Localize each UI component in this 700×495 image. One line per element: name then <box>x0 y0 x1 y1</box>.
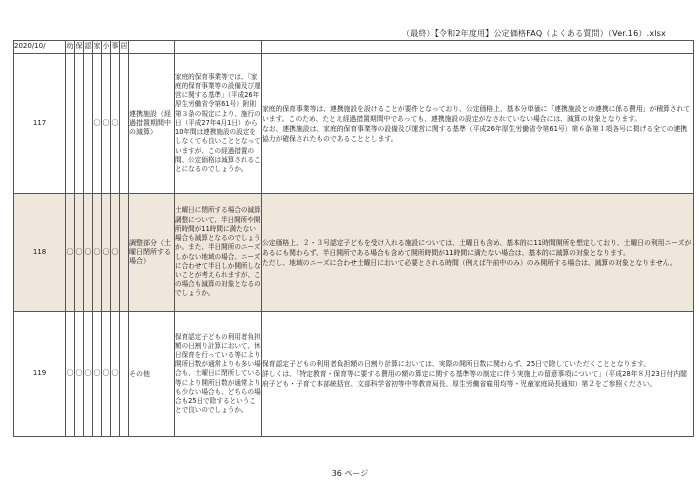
header-col: 居 <box>120 41 129 54</box>
mark-cell: 〇 <box>84 194 93 312</box>
answer-cell <box>262 312 694 437</box>
question-cell: 保育認定子どもの利用者負担額の日割り計算において、休日保育を行っている等により開所日数が通常よりも多い場合も、土曜日に閉所している等により開所日数が通常よりも少ない場合も、どちらの場合も25日で除するということで良いのでしょうか。 <box>175 312 262 437</box>
answer-cell <box>262 54 694 194</box>
header-col: 認 <box>84 41 93 54</box>
header-col: 事 <box>111 41 120 54</box>
answer-paragraph: 詳しくは、「特定教育・保育等に要する費用の額の算定に関する基準等の制定に伴う実施上の留意事項について」（平成28年８月23日付内閣府子ども・子育て本部統括官、文部科学省初等中等教育局長、厚生労働省雇用均等・児童家庭局長通知）第２をご参照ください。 <box>262 370 687 388</box>
mark-cell <box>120 312 129 437</box>
answer-paragraph: 家庭的保育事業等は、連携施設を設けることが要件となっており、公定価格上、基本分単価に「連携施設との連携に係る費用」が積算されています。このため、たとえ経過措置期間中であっても、連携施設の設定がなされていない場合には、減算の対象となります。 <box>262 104 691 123</box>
answer-paragraph: 公定価格上、２・３号認定子どもを受け入れる施設については、土曜日も含め、基本的に11時間開所を想定しており、土曜日の利用ニーズがあるにも関わらず、半日開所である場合も含めて開所時間が11時間に満たない場合は、基本的に減算の対象となります。 <box>262 238 692 257</box>
answer-paragraph: なお、連携施設は、家庭的保育事業等の設備及び運営に関する基準（平成26年厚生労働省令第61号）第６条第１項各号に掲げる全ての連携協力が確保されたものであることとします。 <box>262 124 688 143</box>
mark-cell: 〇 <box>111 54 120 194</box>
mark-cell: 〇 <box>93 312 102 437</box>
mark-cell <box>66 54 75 194</box>
mark-cell: 〇 <box>102 54 111 194</box>
question-cell: 土曜日に閉所する場合の減算調整について、半日開所や開所時間が11時間に満たない場合も減算となるのでしょうか。また、半日開所のニーズしかない地域の場合、ニーズに合わせて半日しか開所しないことが考えられますが、この場合も減算の対象となるのでしょうか。 <box>175 194 262 312</box>
row-number: 118 <box>14 194 66 312</box>
row-number: 117 <box>14 54 66 194</box>
header-col: 小 <box>102 41 111 54</box>
row-number: 119 <box>14 312 66 437</box>
mark-cell: 〇 <box>111 194 120 312</box>
header-answer <box>262 41 694 54</box>
mark-cell <box>84 54 93 194</box>
mark-cell <box>120 194 129 312</box>
mark-cell: 〇 <box>75 194 84 312</box>
question-cell: 家庭的保育事業等では、「家庭的保育事業等の設備及び運営に関する基準」（平成26年厚生労働省令第61号）附則第３条の規定により、施行の日（平成27年4月1日）から10年間は連携施設の設定をしなくても良いこととなっていますが、この経過措置の間、公定価格は減算されることになるのでしょうか。 <box>175 54 262 194</box>
mark-cell: 〇 <box>75 312 84 437</box>
category-cell: その他 <box>129 312 175 437</box>
answer-paragraph: ただし、地域のニーズに合わせ土曜日において必要とされる時間（例えば午前中のみ）のみ開所する場合は、減算の対象となりません。 <box>262 258 677 267</box>
mark-cell: 〇 <box>66 194 75 312</box>
table-row <box>14 194 694 312</box>
mark-cell: 〇 <box>84 312 93 437</box>
header-date: 2020/10/ <box>14 41 66 54</box>
mark-cell: 〇 <box>102 312 111 437</box>
header-category <box>129 41 175 54</box>
table-row <box>14 312 694 437</box>
mark-cell: 〇 <box>66 312 75 437</box>
header-col: 家 <box>93 41 102 54</box>
faq-table <box>13 40 694 437</box>
mark-cell: 〇 <box>111 312 120 437</box>
mark-cell <box>75 54 84 194</box>
mark-cell: 〇 <box>102 194 111 312</box>
category-cell: 連携施設（経過措置期間中の減算） <box>129 54 175 194</box>
table-row <box>14 54 694 194</box>
header-question <box>175 41 262 54</box>
answer-paragraph: 保育認定子どもの利用者負担額の日割り計算においては、実際の開所日数に関わらず、25日で除していただくこととなります。 <box>262 360 651 368</box>
table-header-row <box>14 41 694 54</box>
category-cell: 調整部分（土曜日閉所する場合） <box>129 194 175 312</box>
mark-cell <box>120 54 129 194</box>
header-col: 幼 <box>66 41 75 54</box>
mark-cell: 〇 <box>93 194 102 312</box>
header-col: 保 <box>75 41 84 54</box>
page-number: 36 ページ <box>331 469 369 478</box>
document-title: （最終）【令和2年度用】公定価格FAQ（よくある質問）（Ver.16）.xlsx <box>401 29 666 38</box>
mark-cell: 〇 <box>93 54 102 194</box>
answer-cell <box>262 194 694 312</box>
